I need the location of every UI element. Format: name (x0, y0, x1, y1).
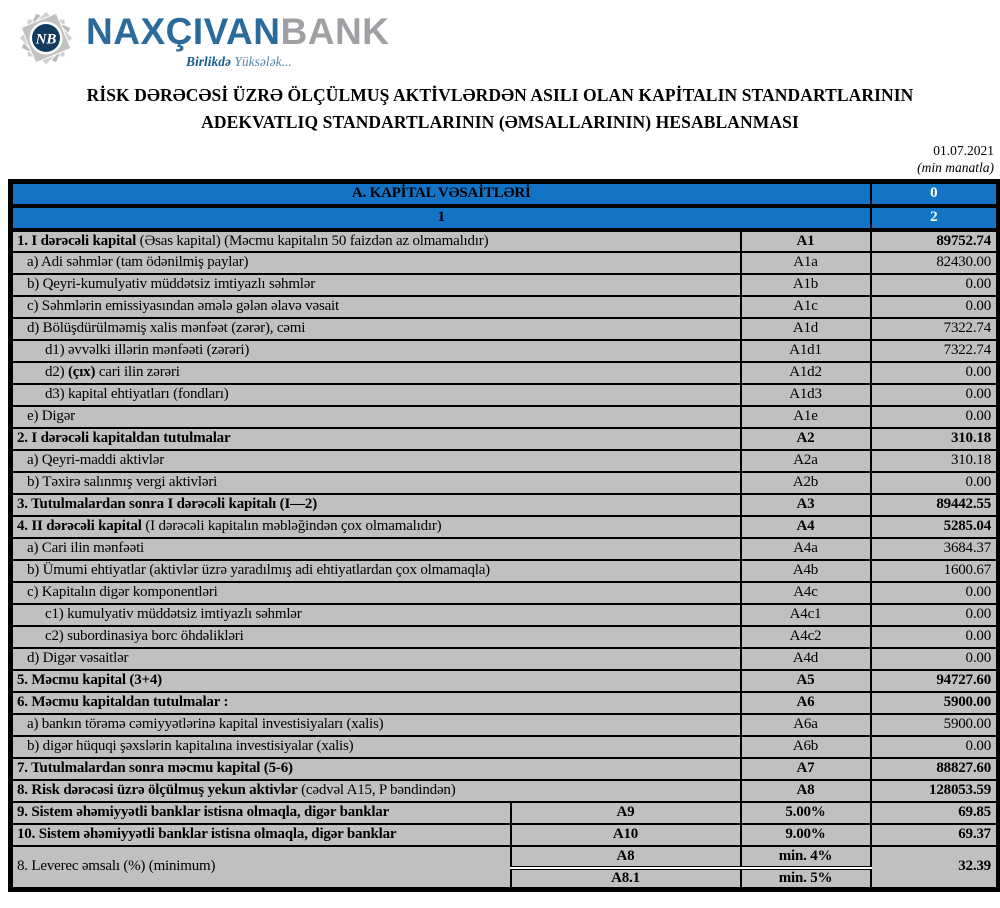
table-row (11, 736, 999, 758)
row-label (11, 362, 741, 384)
row-code: A1d2 (741, 362, 871, 384)
row-label (11, 494, 741, 516)
document-title (0, 82, 1000, 136)
row-label-bold: 6. Məcmu kapitaldan tutulmalar : (17, 694, 229, 710)
table-row (11, 516, 999, 538)
leverage-label: 8. Leverec əmsalı (%) (minimum) (11, 846, 511, 890)
table-row (11, 362, 999, 384)
row-value: 3684.37 (871, 538, 999, 560)
row-value: 0.00 (871, 626, 999, 648)
bank-logo (14, 6, 1000, 78)
row-label (11, 472, 741, 494)
row-label-bold: 4. II dərəcəli kapital (17, 518, 142, 534)
document-title-line2: ADEKVATLIQ STANDARTLARININ (ƏMSALLARININ) HESABLANMASI (201, 112, 799, 132)
table-row (11, 296, 999, 318)
brand-text (86, 6, 389, 70)
row-percent: 5.00% (741, 802, 871, 824)
row-label-rest: d3) kapital ehtiyatları (fondları) (45, 386, 229, 402)
row-value: 128053.59 (871, 780, 999, 802)
row-value: 89752.74 (871, 230, 999, 252)
table-row (11, 450, 999, 472)
bank-name (86, 6, 389, 58)
table-row (11, 230, 999, 252)
row-label (11, 626, 741, 648)
row-label (11, 714, 741, 736)
row-value: 0.00 (871, 362, 999, 384)
row-code: A6a (741, 714, 871, 736)
row-code: A4b (741, 560, 871, 582)
table-row-leverage-1 (11, 846, 999, 868)
table-row-a9 (11, 802, 999, 824)
row-value: 7322.74 (871, 318, 999, 340)
row-label (11, 406, 741, 428)
row-code: A1 (741, 230, 871, 252)
leverage-percent-1: min. 4% (741, 846, 871, 868)
table-row-a10 (11, 824, 999, 846)
row-label-rest: c) Kapitalın digər komponentləri (27, 584, 218, 600)
row-code: A1c (741, 296, 871, 318)
leverage-percent-2: min. 5% (741, 868, 871, 890)
row-label (11, 252, 741, 274)
row-label (11, 560, 741, 582)
row-value: 0.00 (871, 406, 999, 428)
row-label (11, 648, 741, 670)
row-label (11, 780, 741, 802)
table-header-row-1 (11, 182, 999, 206)
leverage-value: 32.39 (871, 846, 999, 890)
report-meta (0, 142, 994, 176)
row-label (11, 384, 741, 406)
row-value: 310.18 (871, 428, 999, 450)
row-label (11, 450, 741, 472)
row-label (11, 230, 741, 252)
row-label-rest: d) Digər vəsaitlər (27, 650, 129, 666)
row-label (11, 538, 741, 560)
row-code: A2b (741, 472, 871, 494)
row-code: A2 (741, 428, 871, 450)
row-value: 94727.60 (871, 670, 999, 692)
row-label-bold: 8. Risk dərəcəsi üzrə ölçülmuş yekun aktivlər (17, 782, 298, 798)
table-row (11, 494, 999, 516)
row-value: 7322.74 (871, 340, 999, 362)
row-label: 9. Sistem əhəmiyyətli banklar istisna olmaqla, digər banklar (11, 802, 511, 824)
row-code: A4d (741, 648, 871, 670)
table-row (11, 670, 999, 692)
tagline-rest: Yüksələk... (231, 54, 292, 69)
row-code: A5 (741, 670, 871, 692)
row-label-rest: d) Bölüşdürülməmiş xalis mənfəət (zərər), cəmi (27, 320, 306, 336)
row-label-rest: b) digər hüquqi şəxslərin kapitalına investisiyalar (xalis) (27, 738, 354, 754)
gear-logo-icon (14, 6, 78, 70)
row-label (11, 318, 741, 340)
logo-monogram: NB (35, 31, 57, 48)
row-code: A2a (741, 450, 871, 472)
row-percent: 9.00% (741, 824, 871, 846)
row-label-rest: a) Qeyri-maddi aktivlər (27, 452, 165, 468)
row-value: 0.00 (871, 604, 999, 626)
row-value: 310.18 (871, 450, 999, 472)
bank-name-primary: NAXÇIVAN (86, 11, 281, 52)
row-label-rest: e) Digər (27, 408, 75, 424)
table-row (11, 274, 999, 296)
row-value: 0.00 (871, 648, 999, 670)
row-value: 0.00 (871, 472, 999, 494)
row-code: A1d (741, 318, 871, 340)
row-code: A4a (741, 538, 871, 560)
row-label-rest: cari ilin zərəri (95, 364, 180, 380)
table-row (11, 472, 999, 494)
row-label (11, 274, 741, 296)
table-row (11, 648, 999, 670)
row-label (11, 758, 741, 780)
row-label-bold: 3. Tutulmalardan sonra I dərəcəli kapitalı (I—2) (17, 496, 318, 512)
row-code: A1d1 (741, 340, 871, 362)
table-row (11, 692, 999, 714)
row-label: 10. Sistem əhəmiyyətli banklar istisna olmaqla, digər banklar (11, 824, 511, 846)
row-value: 5900.00 (871, 692, 999, 714)
row-label (11, 340, 741, 362)
row-label (11, 736, 741, 758)
row-label-bold: 5. Məcmu kapital (3+4) (17, 672, 162, 688)
row-value: 88827.60 (871, 758, 999, 780)
table-row (11, 714, 999, 736)
row-value: 69.37 (871, 824, 999, 846)
header-col-0: 0 (871, 182, 999, 206)
table-row (11, 758, 999, 780)
table-row (11, 560, 999, 582)
row-code: A9 (511, 802, 741, 824)
row-label-rest: b) Ümumi ehtiyatlar (aktivlər üzrə yaradılmış adi ehtiyatlardan çox olmamaqla) (27, 562, 490, 578)
row-value: 69.85 (871, 802, 999, 824)
row-label-rest: c1) kumulyativ müddətsiz imtiyazlı səhmlər (45, 606, 302, 622)
header-col-1: 1 (11, 206, 871, 230)
row-value: 1600.67 (871, 560, 999, 582)
table-row (11, 538, 999, 560)
table-row (11, 582, 999, 604)
row-label-rest: c) Səhmlərin emissiyasından əmələ gələn əlavə vəsait (27, 298, 339, 314)
row-value: 5285.04 (871, 516, 999, 538)
row-code: A1b (741, 274, 871, 296)
row-label-rest: (Əsas kapital) (Məcmu kapitalın 50 faizdən az olmamalıdır) (136, 232, 489, 249)
row-value: 82430.00 (871, 252, 999, 274)
table-row (11, 384, 999, 406)
row-code: A1d3 (741, 384, 871, 406)
row-label (11, 692, 741, 714)
table-row (11, 604, 999, 626)
row-code: A10 (511, 824, 741, 846)
row-label-rest: b) Təxirə salınmış vergi aktivləri (27, 474, 218, 490)
row-label (11, 516, 741, 538)
row-label-rest: b) Qeyri-kumulyativ müddətsiz imtiyazlı səhmlər (27, 276, 316, 292)
table-row (11, 406, 999, 428)
row-code: A4 (741, 516, 871, 538)
document-title-line1: RİSK DƏRƏCƏSİ ÜZRƏ ÖLÇÜLMUŞ AKTİVLƏRDƏN ASILI OLAN KAPİTALIN STANDARTLARININ (86, 85, 914, 105)
tagline-bold: Birlikdə (186, 54, 232, 69)
row-code: A3 (741, 494, 871, 516)
table-row (11, 318, 999, 340)
row-value: 0.00 (871, 736, 999, 758)
row-label (11, 670, 741, 692)
row-label (11, 604, 741, 626)
row-label-bold: 2. I dərəcəli kapitaldan tutulmalar (17, 430, 231, 446)
row-label-rest: d1) əvvəlki illərin mənfəəti (zərəri) (45, 342, 250, 358)
report-unit: (min manatla) (917, 160, 994, 175)
capital-table (8, 179, 1000, 892)
table-row (11, 340, 999, 362)
row-code: A4c2 (741, 626, 871, 648)
leverage-code-2: A8.1 (511, 868, 741, 890)
bank-name-secondary: BANK (280, 11, 390, 52)
header-col-2: 2 (871, 206, 999, 230)
row-label-bold: 7. Tutulmalardan sonra məcmu kapital (5-6) (17, 760, 293, 776)
row-code: A7 (741, 758, 871, 780)
row-label-prefix: d2) (45, 364, 68, 380)
report-date: 01.07.2021 (933, 143, 994, 158)
section-title: A. KAPİTAL VƏSAİTLƏRİ (11, 182, 871, 206)
table-row (11, 252, 999, 274)
row-label-rest: a) Cari ilin mənfəəti (27, 540, 145, 556)
row-code: A4c (741, 582, 871, 604)
row-label-rest: (I dərəcəli kapitalın məbləğindən çox olmamalıdır) (141, 518, 442, 534)
row-label-bold: 1. I dərəcəli kapital (17, 232, 137, 249)
row-label (11, 428, 741, 450)
table-row (11, 626, 999, 648)
table-header-row-2 (11, 206, 999, 230)
row-code: A8 (741, 780, 871, 802)
leverage-code-1: A8 (511, 846, 741, 868)
row-code: A4c1 (741, 604, 871, 626)
row-value: 0.00 (871, 384, 999, 406)
row-value: 0.00 (871, 582, 999, 604)
row-code: A6b (741, 736, 871, 758)
row-code: A6 (741, 692, 871, 714)
row-label (11, 296, 741, 318)
row-label-rest: (cədvəl A15, P bəndindən) (297, 782, 456, 798)
row-label-rest: a) Adi səhmlər (tam ödənilmiş paylar) (27, 254, 249, 270)
row-label (11, 582, 741, 604)
row-label-rest: c2) subordinasiya borc öhdəlikləri (45, 628, 244, 644)
row-value: 0.00 (871, 296, 999, 318)
row-label-rest: a) bankın törəmə cəmiyyətlərinə kapital investisiyaları (xalis) (27, 716, 384, 732)
row-code: A1a (741, 252, 871, 274)
row-label-bold: (çıx) (67, 364, 96, 380)
row-code: A1e (741, 406, 871, 428)
table-row (11, 780, 999, 802)
row-value: 89442.55 (871, 494, 999, 516)
table-row (11, 428, 999, 450)
row-value: 0.00 (871, 274, 999, 296)
row-value: 5900.00 (871, 714, 999, 736)
